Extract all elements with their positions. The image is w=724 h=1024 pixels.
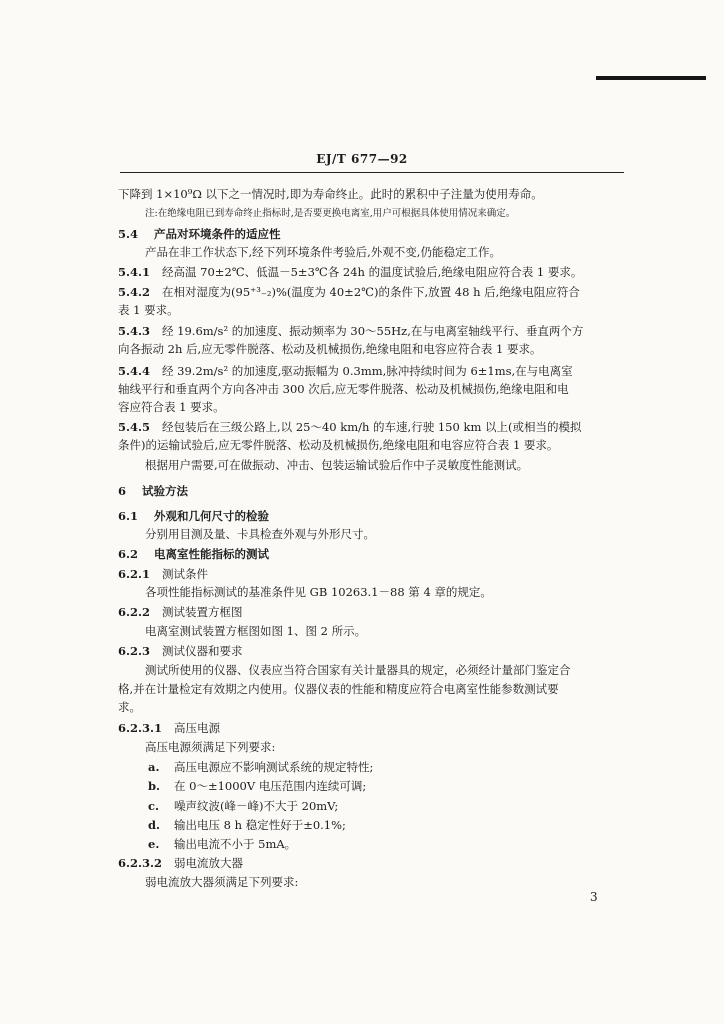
clause-5-4-2: 5.4.2 在相对湿度为(95⁺³₋₂)%(温度为 40±2℃)的条件下,放置 48 h 后,绝缘电阻应符合 [118,285,580,299]
clause-5-4-5: 5.4.5 经包装后在三级公路上,以 25～40 km/h 的车速,行驶 150 km 以上(或相当的模拟 [118,420,582,434]
text-line: 弱电流放大器须满足下列要求: [145,875,299,889]
clause-5-4-1: 5.4.1 经高温 70±2℃、低温－5±3℃各 24h 的温度试验后,绝缘电阻应符合表 1 要求。 [118,265,583,279]
clause-6-2-2: 6.2.2 测试装置方框图 [118,605,243,619]
section-heading-6-1: 6.1 外观和几何尺寸的检验 [118,509,270,523]
text-line: 条件)的运输试验后,应无零件脱落、松动及机械损伤,绝缘电阻和电容应符合表 1 要求。 [118,438,559,452]
text-line: 容应符合表 1 要求。 [118,400,225,414]
text-line: 表 1 要求。 [118,303,179,317]
section-heading-6-2: 6.2 电离室性能指标的测试 [118,547,270,561]
note-line: 注:在绝缘电阻已到寿命终止指标时,是否要更换电离室,用户可根据具体使用情况来确定。 [145,208,516,219]
clause-5-4-4: 5.4.4 经 39.2m/s² 的加速度,驱动振幅为 0.3mm,脉冲持续时间为 6±1ms,在与电离室 [118,364,573,378]
list-item-b: b. 在 0～±1000V 电压范围内连续可调; [148,779,367,793]
text-line: 下降到 1×10⁹Ω 以下之一情况时,即为寿命终止。此时的累积中子注量为使用寿命。 [118,187,543,201]
clause-5-4-3: 5.4.3 经 19.6m/s² 的加速度、振动频率为 30～55Hz,在与电离室轴线平行、垂直两个方 [118,324,584,338]
list-item-d: d. 输出电压 8 h 稳定性好于±0.1%; [148,818,346,832]
scan-edge-mark [596,76,706,80]
text-line: 求。 [118,700,141,714]
text-line: 各项性能指标测试的基准条件见 GB 10263.1－88 第 4 章的规定。 [145,585,492,599]
text-line: 电离室测试装置方框图如图 1、图 2 所示。 [145,624,367,638]
text-line: 产品在非工作状态下,经下列环境条件考验后,外观不变,仍能稳定工作。 [145,245,501,259]
header-rule [120,172,624,173]
list-item-e: e. 输出电流不小于 5mA。 [148,837,297,851]
text-line: 测试所使用的仪器、仪表应当符合国家有关计量器具的规定，必须经计量部门鉴定合 [145,663,571,677]
list-item-c: c. 噪声纹波(峰－峰)不大于 20mV; [148,799,339,813]
text-line: 向各振动 2h 后,应无零件脱落、松动及机械损伤,绝缘电阻和电容应符合表 1 要求。 [118,342,542,356]
section-heading-5-4: 5.4 产品对环境条件的适应性 [118,227,281,241]
clause-6-2-3-1: 6.2.3.1 高压电源 [118,721,221,735]
text-line: 根据用户需要,可在做振动、冲击、包装运输试验后作中子灵敏度性能测试。 [145,458,529,472]
text-line: 格,并在计量检定有效期之内使用。仪器仪表的性能和精度应符合电离室性能参数测试要 [118,682,559,696]
standard-code-header: EJ/T 677—92 [316,152,408,166]
clause-6-2-3: 6.2.3 测试仪器和要求 [118,644,243,658]
text-line: 轴线平行和垂直两个方向各冲击 300 次后,应无零件脱落、松动及机械损伤,绝缘电阻和电 [118,382,569,396]
list-item-a: a. 高压电源应不影响测试系统的规定特性; [148,760,374,774]
text-line: 分别用目测及量、卡具检查外观与外形尺寸。 [145,527,375,541]
clause-6-2-1: 6.2.1 测试条件 [118,567,209,581]
clause-6-2-3-2: 6.2.3.2 弱电流放大器 [118,856,244,870]
page-number: 3 [590,890,598,904]
text-line: 高压电源须满足下列要求: [145,740,276,754]
section-heading-6: 6 试验方法 [118,484,189,498]
